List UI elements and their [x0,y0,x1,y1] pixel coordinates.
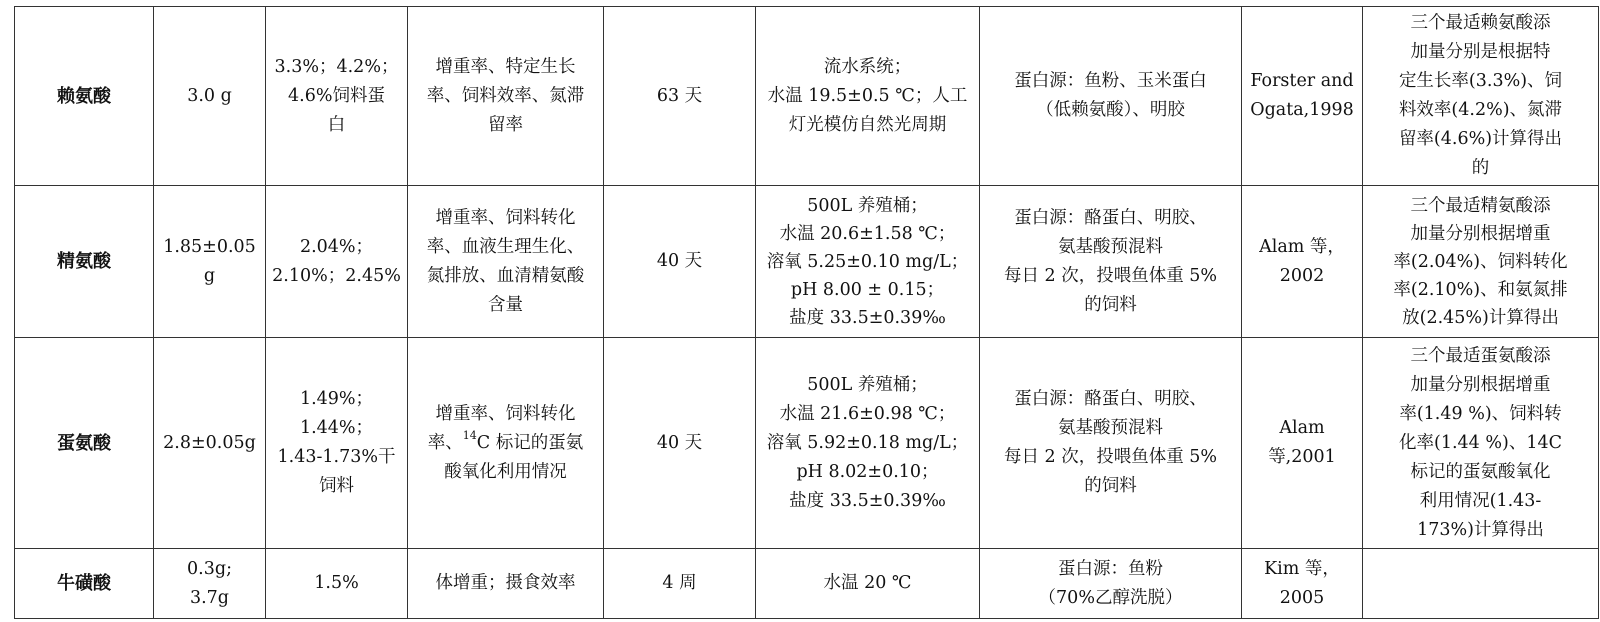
amino-acid-requirement-table [14,6,1599,619]
conditions-cell: 水温 20 ℃ [756,549,980,619]
evaluation-indices-cell: 增重率、特定生长 率、饲料效率、氮滞 留率 [408,7,604,186]
optimum-level-cell: 3.3%；4.2%； 4.6%饲料蛋 白 [266,7,408,186]
optimum-level-cell: 1.49%； 1.44%； 1.43-1.73%干 饲料 [266,338,408,549]
isotope-superscript: 14 [462,428,477,442]
fish-weight-cell: 3.0 g [154,7,266,186]
diet-cell: 蛋白源：酪蛋白、明胶、 氨基酸预混料 每日 2 次，投喂鱼体重 5% 的饲料 [980,186,1242,338]
conditions-cell: 流水系统； 水温 19.5±0.5 ℃；人工 灯光模仿自然光周期 [756,7,980,186]
diet-cell: 蛋白源：酪蛋白、明胶、 氨基酸预混料 每日 2 次，投喂鱼体重 5% 的饲料 [980,338,1242,549]
evaluation-indices-cell: 增重率、饲料转化 率、$^{14}$C 标记的蛋氨 酸氧化利用情况 [408,338,604,549]
fish-weight-cell: 2.8±0.05g [154,338,266,549]
fish-weight-cell: 0.3g; 3.7g [154,549,266,619]
optimum-level-cell: 1.5% [266,549,408,619]
amino-acid-name-cell: 精氨酸 [15,186,154,338]
duration-cell: 4 周 [604,549,756,619]
reference-cell: Alam 等， 2002 [1242,186,1363,338]
note-cell [1363,549,1599,619]
note-cell: 三个最适精氨酸添 加量分别根据增重 率(2.04%)、饲料转化 率(2.10%)、和氨氮排 放(2.45%)计算得出 [1363,186,1599,338]
table-row [15,186,1599,338]
duration-cell: 40 天 [604,186,756,338]
reference-cell: Forster and Ogata,1998 [1242,7,1363,186]
conditions-cell: 500L 养殖桶； 水温 20.6±1.58 ℃； 溶氧 5.25±0.10 mg/L； pH 8.00 ± 0.15； 盐度 33.5±0.39‰ [756,186,980,338]
table-row [15,338,1599,549]
conditions-cell: 500L 养殖桶； 水温 21.6±0.98 ℃； 溶氧 5.92±0.18 mg/L； pH 8.02±0.10； 盐度 33.5±0.39‰ [756,338,980,549]
amino-acid-name-cell: 蛋氨酸 [15,338,154,549]
reference-cell: Alam 等,2001 [1242,338,1363,549]
optimum-level-cell: 2.04%； 2.10%；2.45% [266,186,408,338]
diet-cell: 蛋白源：鱼粉、玉米蛋白 （低赖氨酸）、明胶 [980,7,1242,186]
evaluation-indices-cell: 体增重；摄食效率 [408,549,604,619]
fish-weight-cell: 1.85±0.05 g [154,186,266,338]
duration-cell: 63 天 [604,7,756,186]
amino-acid-name-cell: 牛磺酸 [15,549,154,619]
evaluation-indices-cell: 增重率、饲料转化 率、血液生理生化、 氮排放、血清精氨酸 含量 [408,186,604,338]
duration-cell: 40 天 [604,338,756,549]
table-row [15,549,1599,619]
table-row [15,7,1599,186]
note-cell: 三个最适赖氨酸添 加量分别是根据特 定生长率(3.3%)、饲 料效率(4.2%)、氮滞 留率(4.6%)计算得出 的 [1363,7,1599,186]
diet-cell: 蛋白源：鱼粉 （70%乙醇洗脱） [980,549,1242,619]
note-cell: 三个最适蛋氨酸添 加量分别根据增重 率(1.49 %)、饲料转 化率(1.44 %)、14C 标记的蛋氨酸氧化 利用情况(1.43- 173%)计算得出 [1363,338,1599,549]
amino-acid-name-cell: 赖氨酸 [15,7,154,186]
reference-cell: Kim 等， 2005 [1242,549,1363,619]
